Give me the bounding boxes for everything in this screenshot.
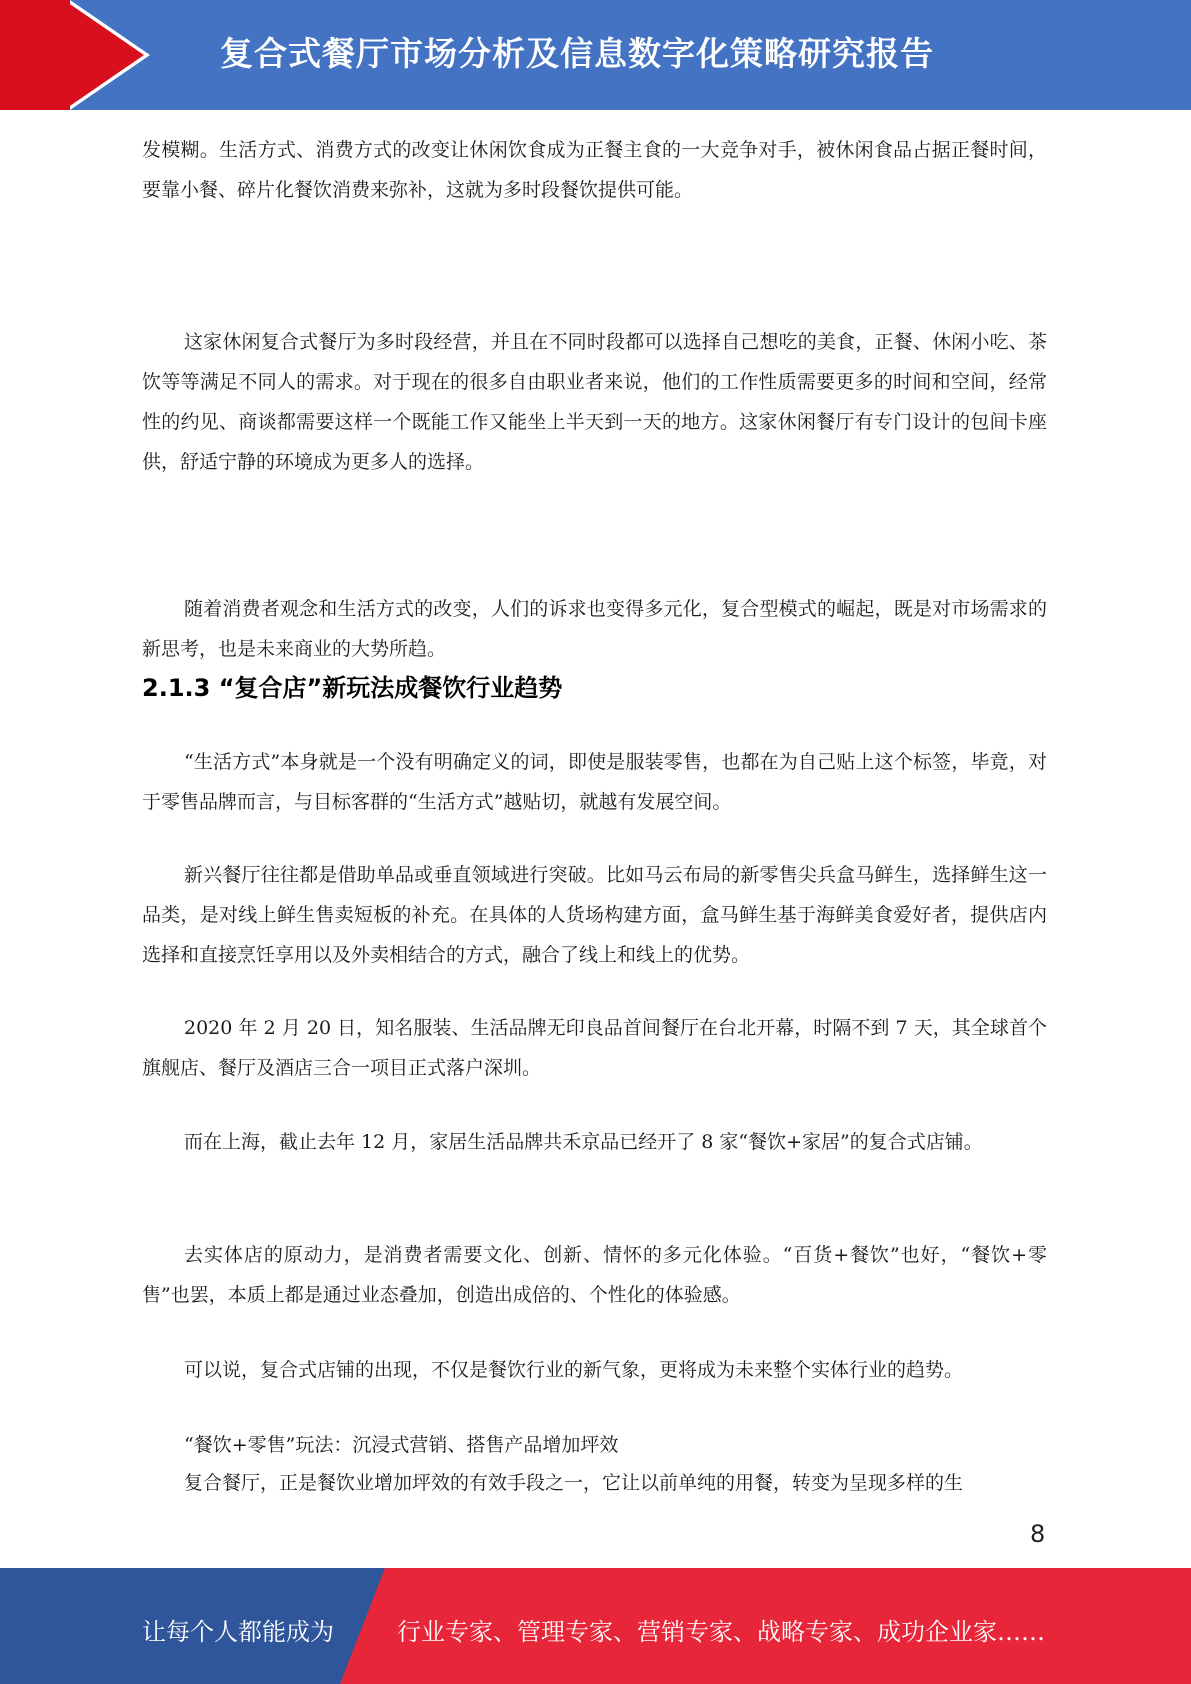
paragraph-9: 可以说，复合式店铺的出现，不仅是餐饮行业的新气象，更将成为未来整个实体行业的趋势。: [184, 1359, 964, 1381]
document-title: 复合式餐厅市场分析及信息数字化策略研究报告: [220, 34, 934, 73]
paragraph-2: 这家休闲复合式餐厅为多时段经营，并且在不同时段都可以选择自己想吃的美食，正餐、休闲小吃、茶饮等等满足不同人的需求。对于现在的很多自由职业者来说，他们的工作性质需要更多的时间和空间，经常性的约见、商谈都需要这样一个既能工作又能坐上半天到一天的地方。这家休闲餐厅有专门设计的包间卡座供，舒适宁静的环境成为更多人的选择。: [142, 331, 1047, 473]
paragraph-8: 去实体店的原动力，是消费者需要文化、创新、情怀的多元化体验。“百货+餐饮”也好，“餐饮+零售”也罢，本质上都是通过业态叠加，创造出成倍的、个性化的体验感。: [142, 1244, 1047, 1306]
paragraph-6: 2020 年 2 月 20 日，知名服装、生活品牌无印良品首间餐厅在台北开幕，时隔不到 7 天，其全球首个旗舰店、餐厅及酒店三合一项目正式落户深圳。: [142, 1017, 1047, 1079]
section-heading: 2.1.3 “复合店”新玩法成餐饮行业趋势: [142, 674, 563, 702]
paragraph-1: 发模糊。生活方式、消费方式的改变让休闲饮食成为正餐主食的一大竞争对手，被休闲食品占据正餐时间，要靠小餐、碎片化餐饮消费来弥补，这就为多时段餐饮提供可能。: [142, 139, 1047, 201]
page-number: 8: [1030, 1520, 1046, 1548]
header-red-block: [0, 0, 70, 110]
footer-slant: [340, 1568, 385, 1684]
paragraph-3: 随着消费者观念和生活方式的改变，人们的诉求也变得多元化，复合型模式的崛起，既是对市场需求的新思考，也是未来商业的大势所趋。: [142, 598, 1047, 660]
paragraph-7: 而在上海，截止去年 12 月，家居生活品牌共禾京品已经开了 8 家“餐饮+家居”的复合式店铺。: [184, 1131, 983, 1153]
paragraph-11: 复合餐厅，正是餐饮业增加坪效的有效手段之一，它让以前单纯的用餐，转变为呈现多样的生: [184, 1472, 964, 1494]
footer-slogan-left: 让每个人都能成为: [142, 1618, 334, 1646]
page-header: [0, 0, 1191, 110]
header-chevron-arrow: [64, 0, 144, 110]
paragraph-4: “生活方式”本身就是一个没有明确定义的词，即使是服装零售，也都在为自己贴上这个标签，毕竟，对于零售品牌而言，与目标客群的“生活方式”越贴切，就越有发展空间。: [142, 751, 1047, 813]
page-footer: [0, 1568, 1191, 1684]
paragraph-5: 新兴餐厅往往都是借助单品或垂直领域进行突破。比如马云布局的新零售尖兵盒马鲜生，选择鲜生这一品类，是对线上鲜生售卖短板的补充。在具体的人货场构建方面，盒马鲜生基于海鲜美食爱好者，提供店内选择和直接烹饪享用以及外卖相结合的方式，融合了线上和线上的优势。: [142, 864, 1047, 966]
paragraph-10: “餐饮+零售”玩法：沉浸式营销、搭售产品增加坪效: [184, 1434, 619, 1456]
footer-slogan-right: 行业专家、管理专家、营销专家、战略专家、成功企业家……: [397, 1618, 1045, 1646]
